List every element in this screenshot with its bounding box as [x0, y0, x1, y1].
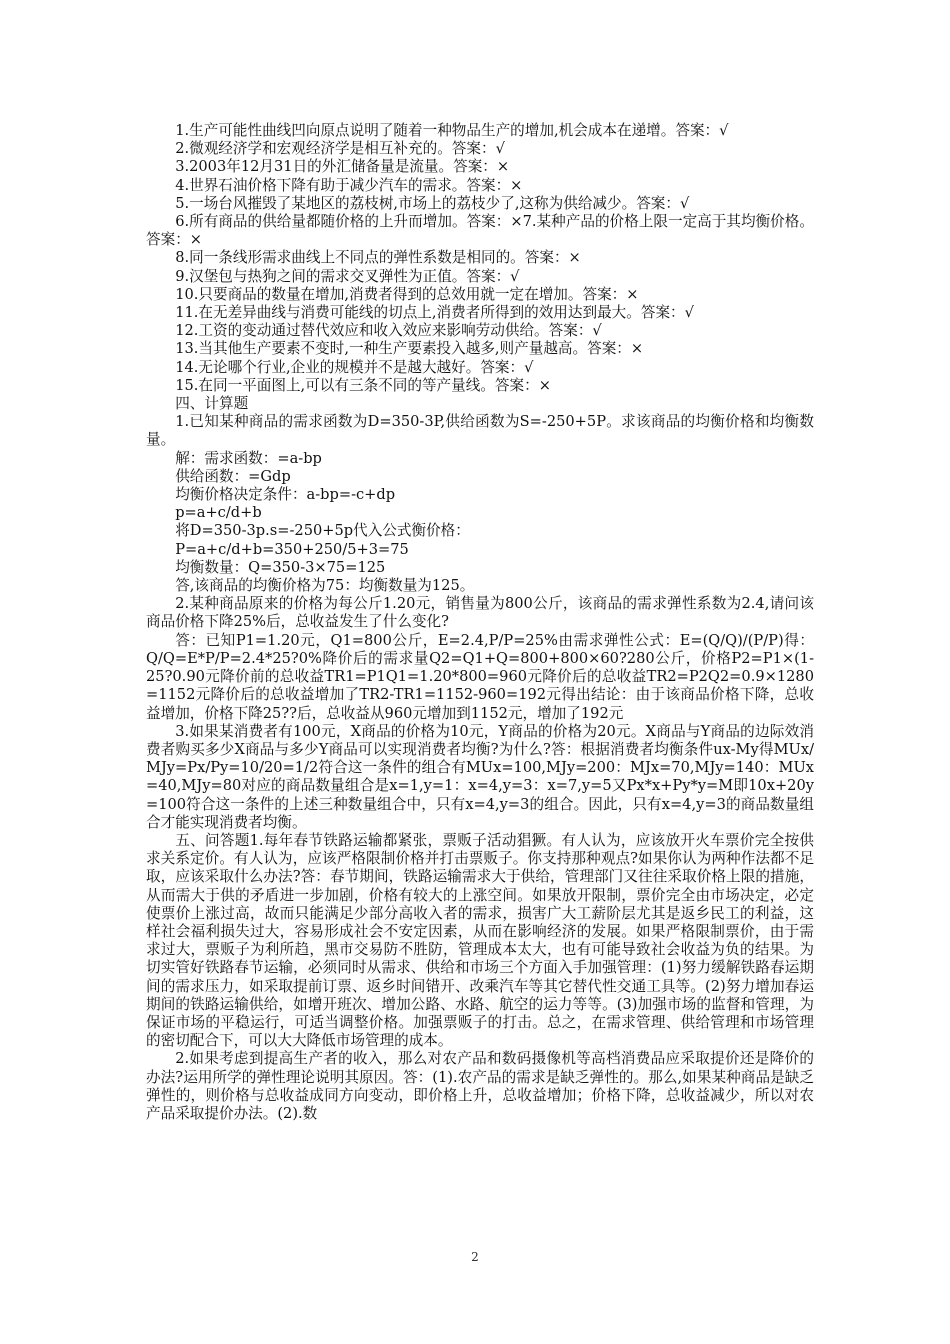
- paragraph: 10.只要商品的数量在增加,消费者得到的总效用就一定在增加。答案：×: [175, 285, 639, 303]
- page-number: 2: [471, 1250, 479, 1264]
- paragraph: 12.工资的变动通过替代效应和收入效应来影响劳动供给。答案：√: [175, 322, 602, 340]
- paragraph: 15.在同一平面图上,可以有三条不同的等产量线。答案：×: [175, 376, 551, 394]
- paragraph: 14.无论哪个行业,企业的规模并不是越大越好。答案：√: [175, 358, 534, 376]
- paragraph: 2.微观经济学和宏观经济学是相互补充的。答案：√: [175, 140, 505, 158]
- paragraph: 4.世界石油价格下降有助于减少汽车的需求。答案：×: [175, 176, 523, 194]
- paragraph: 1.生产可能性曲线凹向原点说明了随着一种物品生产的增加,机会成本在递增。答案：√: [175, 122, 729, 139]
- section-heading: 四、计算题: [175, 395, 249, 413]
- document-body: [146, 122, 814, 1123]
- paragraph: 2.如果考虑到提高生产者的收入，那么对农产品和数码摄像机等高档消费品应采取提价还是降价的办法?运用所学的弹性理论说明其原因。答：(1).农产品的需求是缺乏弹性的。那么,如果某种商品是缺乏弹性的，则价格与总收益成同方向变动，即价格上升，总收益增加；价格下降，总收益减少，所以对农产品采取提价办法。(2).数: [146, 1050, 814, 1122]
- paragraph: 答,该商品的均衡价格为75：均衡数量为125。: [175, 577, 475, 595]
- paragraph: 均衡价格决定条件：a-bp=-c+dp: [175, 486, 396, 504]
- paragraph: 11.在无差异曲线与消费可能线的切点上,消费者所得到的效用达到最大。答案：√: [175, 304, 694, 322]
- paragraph: 2.某种商品原来的价格为每公斤1.20元，销售量为800公斤，该商品的需求弹性系数为2.4,请问该商品价格下降25%后，总收益发生了什么变化?: [146, 595, 814, 631]
- paragraph: 五、问答题1.每年春节铁路运输都紧张，票贩子活动猖獗。有人认为，应该放开火车票价完全按供求关系定价。有人认为，应该严格限制价格并打击票贩子。你支持那种观点?如果你认为两种作法都不足取，应该采取什么办法?答：春节期间，铁路运输需求大于供给，管理部门又往往采取价格上限的措施，从而需大于供的矛盾进一步加剧，价格有较大的上涨空间。如果放开限制，票价完全由市场决定，必定使票价上涨过高，故而只能满足少部分高收入者的需求，损害广大工薪阶层尤其是返乡民工的利益，这样社会福利损失过大，容易形成社会不安定因素，从而在影响经济的发展。如果严格限制票价，由于需求过大，票贩子为利所趋，黑市交易防不胜防，管理成本太大，也有可能导致社会收益为负的结果。为切实管好铁路春节运输，必须同时从需求、供给和市场三个方面入手加强管理：(1)努力缓解铁路春运期间的需求压力，如采取提前订票、返乡时间错开、改乘汽车等其它替代性交通工具等。(2)努力增加春运期间的铁路运输供给，如增开班次、增加公路、水路、航空的运力等等。(3)加强市场的监督和管理，为保证市场的平稳运行，可适当调整价格。加强票贩子的打击。总之，在需求管理、供给管理和市场管理的密切配合下，可以大大降低市场管理的成本。: [146, 831, 814, 1050]
- paragraph: 9.汉堡包与热狗之间的需求交叉弹性为正值。答案：√: [175, 267, 520, 285]
- paragraph: p=a+c/d+b: [175, 504, 262, 522]
- paragraph: 3.如果某消费者有100元，X商品的价格为10元，Y商品的价格为20元。X商品与Y商品的边际效消费者购买多少X商品与多少Y商品可以实现消费者均衡?为什么?答：根据消费者均衡条件ux-My得MUx/MJy=Px/Py=10/20=1/2符合这一条件的组合有MUx=100,MJy=200：MJx=70,MJy=140：MUx=40,MJy=80对应的商品数量组合是x=1,y=1：x=4,y=3：x=7,y=5又Px*x+Py*y=M即10x+20y=100符合这一条件的上述三种数量组合中，只有x=4,y=3的组合。因此，只有x=4,y=3的商品数量组合才能实现消费者均衡。: [146, 722, 814, 831]
- paragraph: 1.已知某种商品的需求函数为D=350-3P,供给函数为S=-250+5P。求该商品的均衡价格和均衡数量。: [146, 413, 814, 449]
- paragraph: 解：需求函数：=a-bp: [175, 449, 322, 467]
- paragraph: 将D=350-3p.s=-250+5p代入公式衡价格：: [175, 522, 470, 540]
- paragraph: 6.所有商品的供给量都随价格的上升而增加。答案：×7.某种产品的价格上限一定高于其均衡价格。答案：×: [146, 213, 814, 249]
- paragraph: 3.2003年12月31日的外汇储备量是流量。答案：×: [175, 158, 510, 176]
- paragraph: 均衡数量：Q=350-3×75=125: [175, 558, 386, 576]
- paragraph: 答：已知P1=1.20元，Q1=800公斤，E=2.4,P/P=25%由需求弹性公式：E=(Q/Q)/(P/P)得：Q/Q=E*P/P=2.4*25?0%降价后的需求量Q2=Q1+Q=800+800×60?280公斤，价格P2=P1×(1-25?0.90元降价前的总收益TR1=P1Q1=1.20*800=960元降价后的总收益TR2=P2Q2=0.9×1280=1152元降价后的总收益增加了TR2-TR1=1152-960=192元得出结论：由于该商品价格下降，总收益增加，价格下降25??后，总收益从960元增加到1152元，增加了192元: [146, 631, 814, 722]
- paragraph: 供给函数：=Gdp: [175, 467, 291, 485]
- paragraph: P=a+c/d+b=350+250/5+3=75: [175, 540, 409, 558]
- paragraph: 8.同一条线形需求曲线上不同点的弹性系数是相同的。答案：×: [175, 249, 581, 267]
- paragraph: 13.当其他生产要素不变时,一种生产要素投入越多,则产量越高。答案：×: [175, 340, 644, 358]
- paragraph: 5.一场台风摧毁了某地区的荔枝树,市场上的荔枝少了,这称为供给减少。答案：√: [175, 194, 690, 212]
